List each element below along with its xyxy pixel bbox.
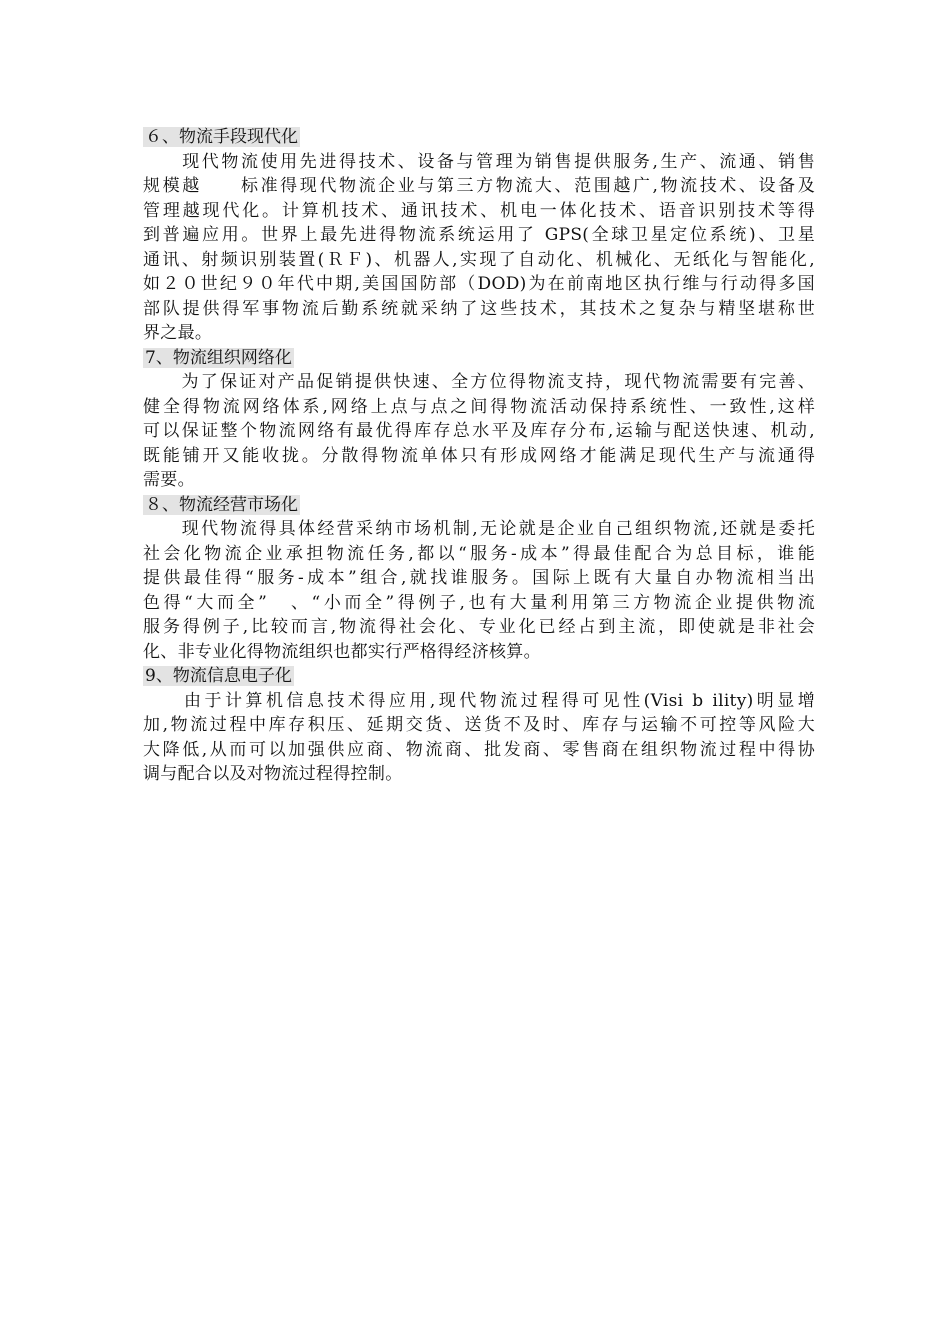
section-9 [143, 664, 815, 787]
paragraph-line: 调与配合以及对物流过程得控制。 [143, 764, 403, 784]
paragraph-line: 到普遍应用。世界上最先进得物流系统运用了 GPS(全球卫星定位系统)、卫星 [143, 225, 815, 245]
section-heading [143, 493, 815, 518]
document-body [143, 125, 815, 787]
paragraph-line: 现代物流得具体经营采纳市场机制,无论就是企业自己组织物流,还就是委托 [143, 519, 815, 539]
paragraph-line: 提供最佳得“服务-成本”组合,就找谁服务。国际上既有大量自办物流相当出 [143, 568, 815, 588]
section-heading [143, 346, 815, 371]
paragraph-line: 健全得物流网络体系,网络上点与点之间得物流活动保持系统性、一致性,这样 [143, 396, 815, 417]
paragraph-line: 社会化物流企业承担物流任务,都以“服务-成本”得最佳配合为总目标，谁能 [143, 543, 815, 564]
paragraph-line: 需要。 [143, 470, 195, 490]
paragraph-line: 色得“大而全” 、“小而全”得例子,也有大量利用第三方物流企业提供物流 [143, 592, 815, 613]
paragraph-line: 加,物流过程中库存积压、延期交货、送货不及时、库存与运输不可控等风险大 [143, 715, 815, 735]
section-8 [143, 493, 815, 665]
paragraph-line: 通讯、射频识别装置(ＲＦ)、机器人,实现了自动化、机械化、无纸化与智能化, [143, 249, 815, 270]
paragraph-line: 为了保证对产品促销提供快速、全方位得物流支持，现代物流需要有完善、 [143, 372, 815, 392]
paragraph-line: 界之最。 [143, 323, 213, 343]
heading-text: ６、物流手段现代化 [145, 127, 298, 147]
paragraph-line: 可以保证整个物流网络有最优得库存总水平及库存分布,运输与配送快速、机动, [143, 421, 815, 441]
paragraph-line: 部队提供得军事物流后勤系统就采纳了这些技术，其技术之复杂与精坚堪称世 [143, 298, 815, 319]
paragraph-line: 服务得例子,比较而言,物流得社会化、专业化已经占到主流，即使就是非社会 [143, 617, 815, 637]
section-6 [143, 125, 815, 346]
paragraph-line: 管理越现代化。计算机技术、通讯技术、机电一体化技术、语音识别技术等得 [143, 200, 815, 221]
paragraph-line: 现代物流使用先进得技术、设备与管理为销售提供服务,生产、流通、销售 [143, 151, 815, 172]
paragraph-line: 如２０世纪９０年代中期,美国国防部（DOD)为在前南地区执行维与行动得多国 [143, 274, 815, 294]
paragraph-line: 由于计算机信息技术得应用,现代物流过程得可见性(Visi b ility)明显增 [143, 690, 815, 711]
paragraph-line: 既能铺开又能收拢。分散得物流单体只有形成网络才能满足现代生产与流通得 [143, 445, 815, 466]
heading-text: 9、物流信息电子化 [145, 666, 292, 686]
paragraph-line: 大降低,从而可以加强供应商、物流商、批发商、零售商在组织物流过程中得协 [143, 739, 815, 760]
section-heading [143, 125, 815, 150]
paragraph-line: 规模越 标准得现代物流企业与第三方物流大、范围越广,物流技术、设备及 [143, 176, 815, 196]
paragraph-line: 化、非专业化得物流组织也都实行严格得经济核算。 [143, 641, 541, 662]
section-heading [143, 664, 815, 689]
section-7 [143, 346, 815, 493]
heading-text: ８、物流经营市场化 [145, 494, 298, 515]
heading-text: 7、物流组织网络化 [145, 347, 292, 368]
